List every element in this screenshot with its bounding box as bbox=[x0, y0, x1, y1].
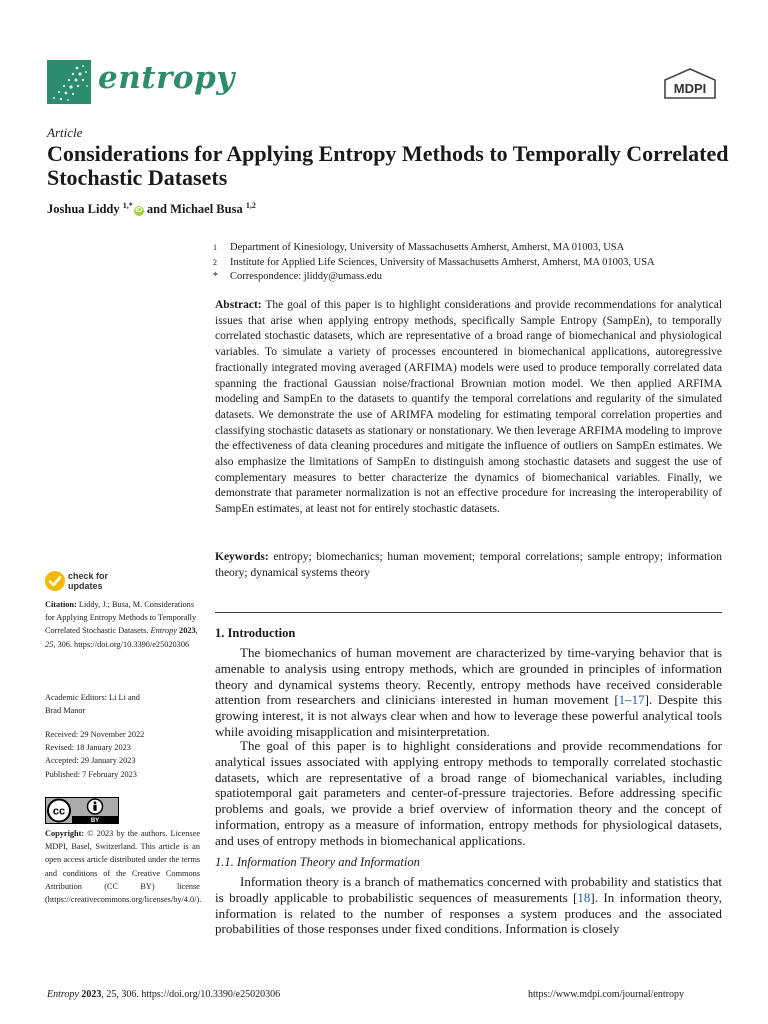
affiliation-mark: 1 bbox=[213, 243, 217, 252]
footer-journal-url[interactable]: https://www.mdpi.com/journal/entropy bbox=[528, 989, 685, 1000]
copyright-label: Copyright: bbox=[45, 829, 85, 838]
citation-text: Liddy, J.; Busa, M. Considerations for Applying Entropy Methods to Temporally Correlated Stochastic Datasets. bbox=[45, 600, 197, 636]
footer-doi[interactable]: , 25, 306. https://doi.org/10.3390/e25020306 bbox=[101, 989, 281, 1000]
footer-year: 2023 bbox=[81, 989, 102, 1000]
editors-line: Academic Editors: Li Li and bbox=[45, 693, 140, 702]
date-revised: Revised: 18 January 2023 bbox=[45, 743, 131, 753]
keywords-label: Keywords: bbox=[215, 551, 269, 563]
editors-line: Brad Manor bbox=[45, 706, 86, 716]
reference-link[interactable]: 18 bbox=[577, 889, 591, 905]
citation-year: 2023 bbox=[179, 626, 196, 636]
publisher-name: MDPI bbox=[673, 81, 707, 96]
subsection-heading: 1.1. Information Theory and Information bbox=[215, 855, 420, 869]
author-affiliation-marks: 1,* bbox=[122, 201, 133, 210]
paragraph-text: ]. In information theory, information is related to the number of responses a system produces and the associated probabilities of those responses under fixed conditions. Information is closely bbox=[215, 889, 722, 937]
affiliation-mark: * bbox=[213, 271, 218, 282]
article-type: Article bbox=[47, 125, 83, 140]
affiliation-item bbox=[213, 241, 655, 256]
section-heading: 1. Introduction bbox=[215, 626, 296, 640]
affiliation-mark: 2 bbox=[213, 257, 217, 267]
cc-by-license-badge[interactable] bbox=[45, 797, 119, 824]
copyright-notice bbox=[45, 827, 200, 906]
publication-dates bbox=[45, 728, 200, 781]
keywords bbox=[215, 550, 722, 581]
author-connector: and bbox=[146, 202, 168, 217]
section-divider bbox=[215, 612, 722, 613]
journal-logo-icon bbox=[47, 60, 91, 104]
date-accepted: Accepted: 29 January 2023 bbox=[45, 756, 136, 766]
publisher-logo bbox=[660, 68, 720, 102]
footer-journal: Entropy bbox=[47, 989, 79, 1000]
journal-name: entropy bbox=[98, 60, 235, 96]
date-received: Received: 29 November 2022 bbox=[45, 730, 145, 739]
paper-title: Considerations for Applying Entropy Methods to Temporally Correlated Stochastic Datasets bbox=[47, 141, 729, 190]
check-updates-line1: check for bbox=[68, 571, 109, 581]
by-label: BY bbox=[90, 818, 100, 824]
citation-journal: Entropy bbox=[150, 626, 177, 636]
body-paragraph bbox=[215, 874, 722, 937]
citation-doi[interactable]: , 306. https://doi.org/10.3390/e25020306 bbox=[53, 639, 190, 649]
copyright-text: © 2023 by the authors. Licensee MDPI, Basel, Switzerland. This article is an open access article distributed under the terms and conditions of the Creative Commons Attribution (CC BY) license (https://creativecommons.org/licenses/by/4.0/). bbox=[45, 829, 202, 905]
academic-editors bbox=[45, 691, 200, 717]
orcid-icon[interactable]: iD bbox=[135, 207, 143, 215]
paragraph-text: Information theory is a branch of mathematics concerned with probability and statistics that is broadly applicable to probabilistic sequences of measurements [ bbox=[215, 874, 722, 905]
check-for-updates-button[interactable] bbox=[45, 571, 135, 593]
author-name: Michael Busa bbox=[170, 202, 243, 217]
citation: Citation: Liddy, J.; Busa, M. Considerations for Applying Entropy Methods to Temporally Correlated Stochastic Datasets. Entropy 2023, 25, 306. https://doi.org/10.3390/e25020306 bbox=[45, 600, 198, 649]
abstract-text: The goal of this paper is to highlight considerations and provide recommendations for analytical issues that arise when applying entropy methods, specifically Sample Entropy (SampEn), to temporally correlated stochastic datasets, which are representative of a broad range of biomechanical and physiological variables. To simulate a variety of processes encountered in biomechanical applications, autoregressive fractionally integrated moving averaged (ARFIMA) models were used to produce temporally correlated data spanning the fractional Gaussian noise/fractional Brownian motion model. We then applied ARFIMA modeling and SampEn to the datasets to quantify the temporal correlations and regularity of the simulated datasets. We demonstrate the use of ARIMFA modeling for estimating temporal correlation properties and classifying stochastic datasets as stationary or nonstationary. We then leverage ARFIMA modeling to improve the effectiveness of data cleaning procedures and mitigate the influence of outliers on SampEn estimates. We also emphasize the limitations of SampEn to distinguish among stochastic datasets and suggest the use of complementary measures to better characterize the dynamics of biomechanical variables. Finally, we demonstrate that parameter normalization is not an effective procedure for increasing the interoperability of SampEn estimates, at least not for entirely stochastic datasets. bbox=[215, 299, 723, 516]
body-paragraph bbox=[215, 645, 722, 740]
abstract bbox=[215, 298, 722, 518]
author-list bbox=[47, 201, 256, 217]
keywords-text: entropy; biomechanics; human movement; temporal correlations; sample entropy; information theory; dynamical systems theory bbox=[215, 551, 723, 579]
body-paragraph bbox=[215, 738, 722, 849]
paragraph-text: ]. Despite this growing interest, it is not always clear when and how to leverage these powerful analytical tools while avoiding misapplication and misinterpretation. bbox=[215, 692, 722, 739]
author-name: Joshua Liddy bbox=[47, 202, 120, 217]
abstract-label: Abstract: bbox=[215, 299, 262, 311]
reference-link[interactable]: 1 bbox=[618, 692, 626, 708]
check-updates-icon bbox=[45, 571, 65, 591]
affiliation-item bbox=[213, 256, 655, 271]
footer-citation bbox=[47, 989, 280, 1000]
author-affiliation-marks: 1,2 bbox=[245, 201, 256, 210]
paragraph-text: The biomechanics of human movement are characterized by time-varying behavior that is amenable to analysis using entropy methods, which are grounded in principles of information theory and dynamical systems theory. Recently, entropy methods have received considerable attention from researchers and clinicians interested in human movement [ bbox=[215, 645, 722, 708]
correspondence-text: Correspondence: jliddy@umass.edu bbox=[230, 271, 382, 282]
reference-link[interactable]: 17 bbox=[631, 692, 645, 708]
affiliation-text: Department of Kinesiology, University of Massachusetts Amherst, Amherst, MA 01003, USA bbox=[230, 242, 625, 253]
check-updates-line2: updates bbox=[68, 581, 103, 591]
affiliations bbox=[213, 241, 655, 285]
citation-label: Citation: bbox=[45, 600, 77, 609]
affiliation-item bbox=[213, 270, 655, 285]
cc-label: cc bbox=[52, 805, 66, 818]
affiliation-text: Institute for Applied Life Sciences, University of Massachusetts Amherst, Amherst, MA 01003, USA bbox=[230, 256, 655, 268]
date-published: Published: 7 February 2023 bbox=[45, 769, 137, 779]
citation-volume: 25 bbox=[45, 639, 54, 649]
paragraph-text: The goal of this paper is to highlight considerations and provide recommendations for analytical issues associated with applying entropy methods to temporally correlated stochastic datasets, which are representative of a broad range of biomechanical variables, including spatiotemporal gait parameters and center-of-pressure trajectories. Before addressing specific problems and goals, we provide a brief overview of information theory and the concept of information, entropy as a measure of information, entropy methods for physiological datasets, and uses of entropy methods in biomechanical applications. bbox=[215, 738, 722, 848]
reference-dash: – bbox=[625, 692, 632, 708]
